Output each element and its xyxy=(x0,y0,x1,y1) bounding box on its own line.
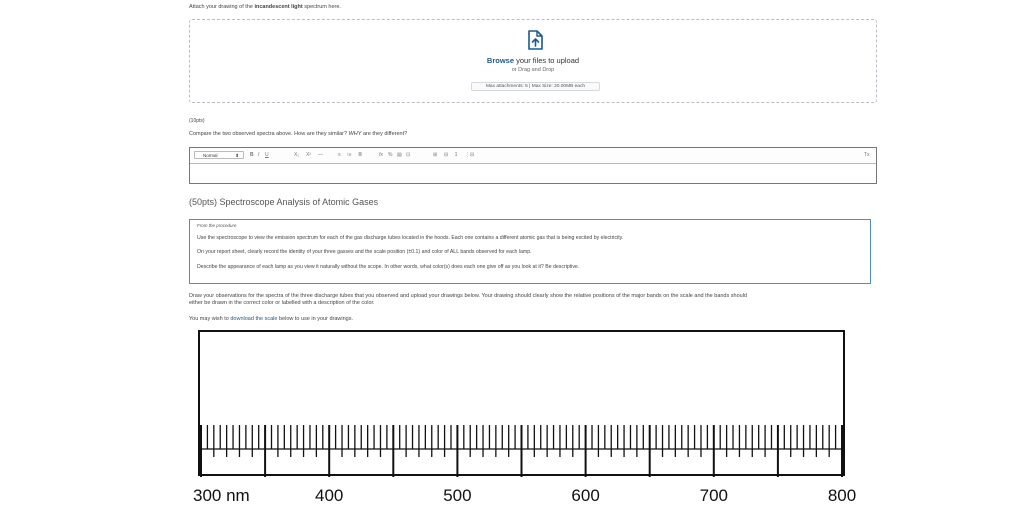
question-prompt-italic: WHY xyxy=(348,131,362,137)
download-prefix: You may wish to xyxy=(189,316,231,322)
table-row-button[interactable]: ⊟ xyxy=(444,152,449,158)
scale-label: 700 xyxy=(699,486,728,505)
upload-prompt-suffix: spectrum here. xyxy=(302,4,341,10)
image-button[interactable]: ▤ xyxy=(397,152,402,158)
align-button[interactable]: ≡ xyxy=(338,152,341,158)
scale-label: 600 xyxy=(571,486,600,505)
spectroscope-scale xyxy=(192,329,857,507)
format-select[interactable] xyxy=(194,151,244,159)
indent-button[interactable]: ≣ xyxy=(358,152,363,158)
list-button[interactable]: ⁝≡ xyxy=(347,152,352,158)
instructions-line: Draw your observations for the spectra of the three discharge tubes that you observed and upload your drawings below. Your drawing should clearly show the relative positions of the major bands on the scale and the bands should xyxy=(189,293,747,299)
question-prompt xyxy=(189,131,407,138)
scale-label: 500 xyxy=(443,486,472,505)
clear-format-button[interactable]: Tx xyxy=(864,152,870,158)
editor-toolbar xyxy=(190,148,876,164)
bold-button[interactable]: B xyxy=(250,152,254,158)
horizontal-rule-button[interactable]: — xyxy=(318,152,323,158)
download-suffix: below to use in your drawings. xyxy=(277,316,353,322)
browse-link[interactable]: Browse xyxy=(486,56,515,65)
section-title: (50pts) Spectroscope Analysis of Atomic Gases xyxy=(189,197,379,207)
download-line xyxy=(189,316,353,323)
scale-label: 300 nm xyxy=(193,486,250,505)
question-points: (10pts) xyxy=(189,118,205,124)
underline-button[interactable]: U xyxy=(265,152,269,158)
browse-text: your files to upload xyxy=(514,56,580,65)
upload-prompt xyxy=(189,4,341,11)
link-button[interactable]: % xyxy=(388,152,393,158)
table-button[interactable]: ⊞ xyxy=(433,152,438,158)
upload-prompt-text: Attach your drawing of the xyxy=(189,4,255,10)
procedure-line: Use the spectroscope to view the emission spectrum for each of the gas discharge tubes located in the hoods. Each one contains a different atomic gas that is being excited by electricity. xyxy=(197,235,624,241)
select-arrow-icon: ⬍ xyxy=(235,153,239,158)
scale-label: 800 xyxy=(827,486,857,505)
subscript-button[interactable]: X₂ xyxy=(294,152,300,158)
procedure-tag: From the procedure xyxy=(197,223,237,228)
table-merge-button[interactable]: ⋮⊟ xyxy=(465,152,475,158)
upload-prompt-bold: incandescent light xyxy=(254,4,303,10)
answer-editor xyxy=(189,147,877,184)
procedure-box xyxy=(189,219,871,284)
browse-line xyxy=(189,56,877,65)
scale-labels xyxy=(193,486,856,505)
superscript-button[interactable]: X² xyxy=(306,152,311,158)
procedure-line: On your report sheet, clearly record the identity of your three gasses and the scale position (±0.1) and color of ALL bands observed for each lamp. xyxy=(197,249,532,255)
scale-label: 400 xyxy=(315,486,344,505)
max-attachments-badge: Max attachments: 5 | Max Size: 20.00MB each xyxy=(471,82,600,91)
media-button[interactable]: ⊡ xyxy=(406,152,411,158)
italic-button[interactable]: I xyxy=(258,152,260,158)
editor-content-area[interactable] xyxy=(190,164,876,183)
procedure-line: Describe the appearance of each lamp as you view it naturally without the scope. In other words, what color(s) does each one give off as you look at it? Be descriptive. xyxy=(197,264,580,270)
drag-drop-text: or Drag and Drop xyxy=(511,67,555,73)
download-scale-link[interactable]: download the scale xyxy=(230,316,278,322)
formula-button[interactable]: fx xyxy=(379,152,383,158)
table-col-button[interactable]: ↧ xyxy=(454,152,459,158)
question-prompt-text: Compare the two observed spectra above. How are they similar? xyxy=(189,131,349,137)
upload-file-icon[interactable] xyxy=(526,30,544,50)
question-prompt-end: are they different? xyxy=(361,131,408,137)
format-select-value: Normal xyxy=(203,153,218,158)
instructions-line: either be drawn in the correct color or labelled with a description of the color. xyxy=(189,300,375,306)
